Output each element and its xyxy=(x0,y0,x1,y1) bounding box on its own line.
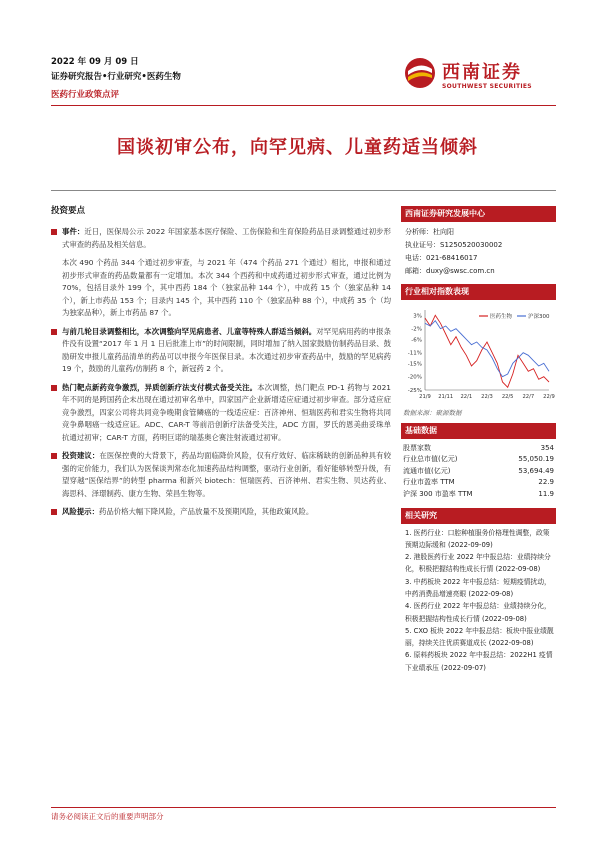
row-value: 53,694.49 xyxy=(518,466,554,475)
sidebar xyxy=(401,200,556,674)
y-tick-label: -25% xyxy=(407,388,422,394)
report-header xyxy=(0,0,595,120)
row-value: 22.9 xyxy=(538,478,554,487)
series-line-0 xyxy=(425,315,549,387)
row-label: 流通市值(亿元) xyxy=(403,466,451,475)
analyst-info xyxy=(401,222,556,278)
bullet-icon xyxy=(51,453,57,459)
item-date: (2022-09-08) xyxy=(481,614,527,623)
table-row xyxy=(401,488,556,500)
investment-points-heading: 投资要点 xyxy=(51,206,86,216)
y-tick-label: -6% xyxy=(411,337,422,344)
para-bold: 风险提示： xyxy=(62,507,99,516)
item-text: 2. 港股医药行业 2022 年中报总结：业绩持续分化，积极把握结构性成长行情 xyxy=(405,553,551,574)
table-row xyxy=(401,454,556,466)
bullet-icon xyxy=(51,509,57,515)
basic-data-table xyxy=(401,442,556,500)
analyst-license: 执业证号：S1250520030002 xyxy=(405,241,503,249)
table-row xyxy=(401,465,556,477)
item-text: 1. 医药行业：口腔种植服务价格理性调整，政策预期边际缓和 xyxy=(405,528,550,549)
y-tick-label: -2% xyxy=(411,326,422,333)
row-label: 股票家数 xyxy=(403,443,431,452)
bullet-icon xyxy=(51,229,57,235)
item-text: 4. 医药行业 2022 年中报总结：业绩持续分化，积极把握结构性成长行情 xyxy=(405,602,551,623)
para-bold: 事件： xyxy=(62,227,85,236)
para-text: 对罕见病用药的申报条件没有设置“2017 年 1 月 1 日后批准上市”的时间限制，同时增加了纳入国家鼓励仿制药品目录、鼓励研发申报儿童药品清单的药品可以申报今年医保目录。本次通过初步审查药品中，鼓励的罕见病药 19 个，鼓励的儿童药/仿制药 8 个，新冠药 2 个。 xyxy=(62,326,391,373)
x-tick-label: 21/9 xyxy=(419,394,431,400)
para-bold: 热门靶点新药竞争激烈，异质创新疗法支付模式备受关注。 xyxy=(62,382,258,392)
index-chart-svg xyxy=(401,302,556,405)
index-chart xyxy=(401,302,556,405)
footer-disclaimer: 请务必阅读正文后的重要声明部分 xyxy=(51,812,164,821)
paragraph-special-groups xyxy=(51,326,391,376)
chart-source: 数据来源：聚源数据 xyxy=(403,409,462,417)
para-text: 本次 490 个药品 344 个通过初步审查，与 2021 年（474 个药品 271 个通过）相比，申报和通过初步形式审查的药品数量都有一定增加。本次 344 个西药和中成药通过初步形式审查，通过比例为 70%，包括目录外 199 个，其中西药 184 个（独家品种 144 个），中成药 15 个（独家品种 14 个），新上市药品 153 个；目录内 145 个，其中西药 110 个（独家品种 88 个），中成药 35 个（均为独家品种），新上市药品 87 个。 xyxy=(62,258,391,317)
item-date: (2022-09-08) xyxy=(488,639,534,648)
item-date: (2022-09-09) xyxy=(447,540,493,549)
row-label: 行业市盈率 TTM xyxy=(403,478,455,487)
y-tick-label: 3% xyxy=(413,313,422,320)
report-type: 医药行业政策点评 xyxy=(51,90,120,100)
x-tick-label: 21/11 xyxy=(438,394,454,400)
para-text: 药品价格大幅下降风险，产品放量不及预期风险，其他政策风险。 xyxy=(98,507,314,516)
legend-label: 医药生物 xyxy=(490,314,513,320)
item-date: (2022-09-07) xyxy=(441,663,486,672)
para-bold: 与前几轮目录调整相比，本次调整向罕见病患者、儿童等特殊人群适当倾斜。 xyxy=(62,326,317,336)
paragraph-risk xyxy=(51,506,391,519)
item-text: 6. 原料药板块 2022 年中报总结：2022H1 疫情下业绩承压 xyxy=(405,651,553,672)
legend-label: 沪深300 xyxy=(528,314,550,320)
para-text: 本次调整，热门靶点 PD-1 药物与 2021 年不同的是跨国药企未出现在通过初审名单中，四家国产企业新增适应症通过初步审查。部分适应症竞争激烈，四家公司将共同竞争晚期食管鳞癌的一线适应症：百济神州、恒瑞医药和君实生物将共同竞争鼻咽癌一线适应证。ADC、CAR-T 等前沿创新疗法备受关注，ADC 方面，罗氏的恩美曲妥珠单抗通过初审；CAR-T 方面，药明巨诺的瑞基奥仑赛注射液通过初审。 xyxy=(62,382,391,442)
y-tick-label: -11% xyxy=(407,350,422,357)
analyst-name: 分析师：杜向阳 xyxy=(405,228,454,236)
report-title: 国谈初审公布，向罕见病、儿童药适当倾斜 xyxy=(117,137,478,158)
footer-divider xyxy=(51,807,556,808)
list-item[interactable] xyxy=(401,576,556,601)
para-text: 近日，医保局公示 2022 年国家基本医疗保险、工伤保险和生育保险药品目录调整通过初步形式审查的药品及相关信息。 xyxy=(62,227,391,249)
list-item[interactable] xyxy=(401,527,556,552)
table-row xyxy=(401,442,556,454)
logo-text-cn: 西南证券 xyxy=(442,62,522,83)
paragraph-details xyxy=(51,257,391,320)
x-tick-label: 22/9 xyxy=(543,394,555,400)
row-value: 11.9 xyxy=(538,489,554,498)
paragraph-event xyxy=(51,226,391,251)
report-category: 证券研究报告•行业研究•医药生物 xyxy=(51,72,181,82)
logo-mark-icon xyxy=(404,57,436,89)
row-label: 沪深 300 市盈率 TTM xyxy=(403,489,473,498)
logo-text-en: SOUTHWEST SECURITIES xyxy=(442,83,532,90)
item-date: (2022-09-08) xyxy=(468,589,514,598)
list-item[interactable] xyxy=(401,551,556,576)
related-research-list xyxy=(401,527,556,675)
row-value: 354 xyxy=(540,443,554,452)
list-item[interactable] xyxy=(401,649,556,674)
title-divider xyxy=(51,190,556,191)
analyst-email[interactable]: 邮箱：duxy@swsc.com.cn xyxy=(405,267,495,275)
paragraph-hot-targets xyxy=(51,382,391,445)
header-divider xyxy=(51,105,556,106)
x-tick-label: 22/7 xyxy=(522,394,535,400)
y-tick-label: -20% xyxy=(407,374,422,381)
investment-points xyxy=(51,200,391,525)
related-research-heading: 相关研究 xyxy=(401,508,556,524)
row-label: 行业总市值(亿元) xyxy=(403,455,458,464)
x-tick-label: 22/5 xyxy=(501,394,514,400)
analyst-phone: 电话：021-68416017 xyxy=(405,254,478,262)
para-text: 在医保控费的大背景下，药品均面临降价风险，仅有疗效好、临床稀缺的创新品种具有较强的定价能力，我们认为医保谈判常态化加速药品结构调整，驱动行业创新，看好能够转型升级，有望穿越“医保结界”的转型 pharma 和新兴 biotech：恒瑞医药、百济神州、君实生物、贝达药业、海思科、泽璟制药、康方生物、荣昌生物等。 xyxy=(62,451,391,498)
bullet-icon xyxy=(51,385,57,391)
table-row xyxy=(401,477,556,489)
item-text: 3. 中药板块 2022 年中报总结：短期疫情扰动，中药消费品增速亮眼 xyxy=(405,577,551,598)
analyst-heading: 西南证券研究发展中心 xyxy=(401,206,556,222)
company-logo xyxy=(404,57,564,97)
row-value: 55,050.19 xyxy=(518,455,554,464)
report-date: 2022 年 09 月 09 日 xyxy=(51,57,139,67)
list-item[interactable] xyxy=(401,600,556,625)
item-date: (2022-09-08) xyxy=(495,565,541,574)
x-tick-label: 22/3 xyxy=(481,394,493,400)
basic-data-heading: 基础数据 xyxy=(401,423,556,439)
y-tick-label: -15% xyxy=(407,361,422,368)
bullet-icon xyxy=(51,329,57,335)
list-item[interactable] xyxy=(401,625,556,650)
para-bold: 投资建议： xyxy=(62,451,100,460)
x-tick-label: 22/1 xyxy=(460,394,473,400)
index-chart-heading: 行业相对指数表现 xyxy=(401,284,556,300)
item-text: 5. CXO 板块 2022 年中报总结：板块中报业绩靓丽，持续关注优质赛道成长 xyxy=(405,626,554,648)
paragraph-investment-advice xyxy=(51,450,391,500)
